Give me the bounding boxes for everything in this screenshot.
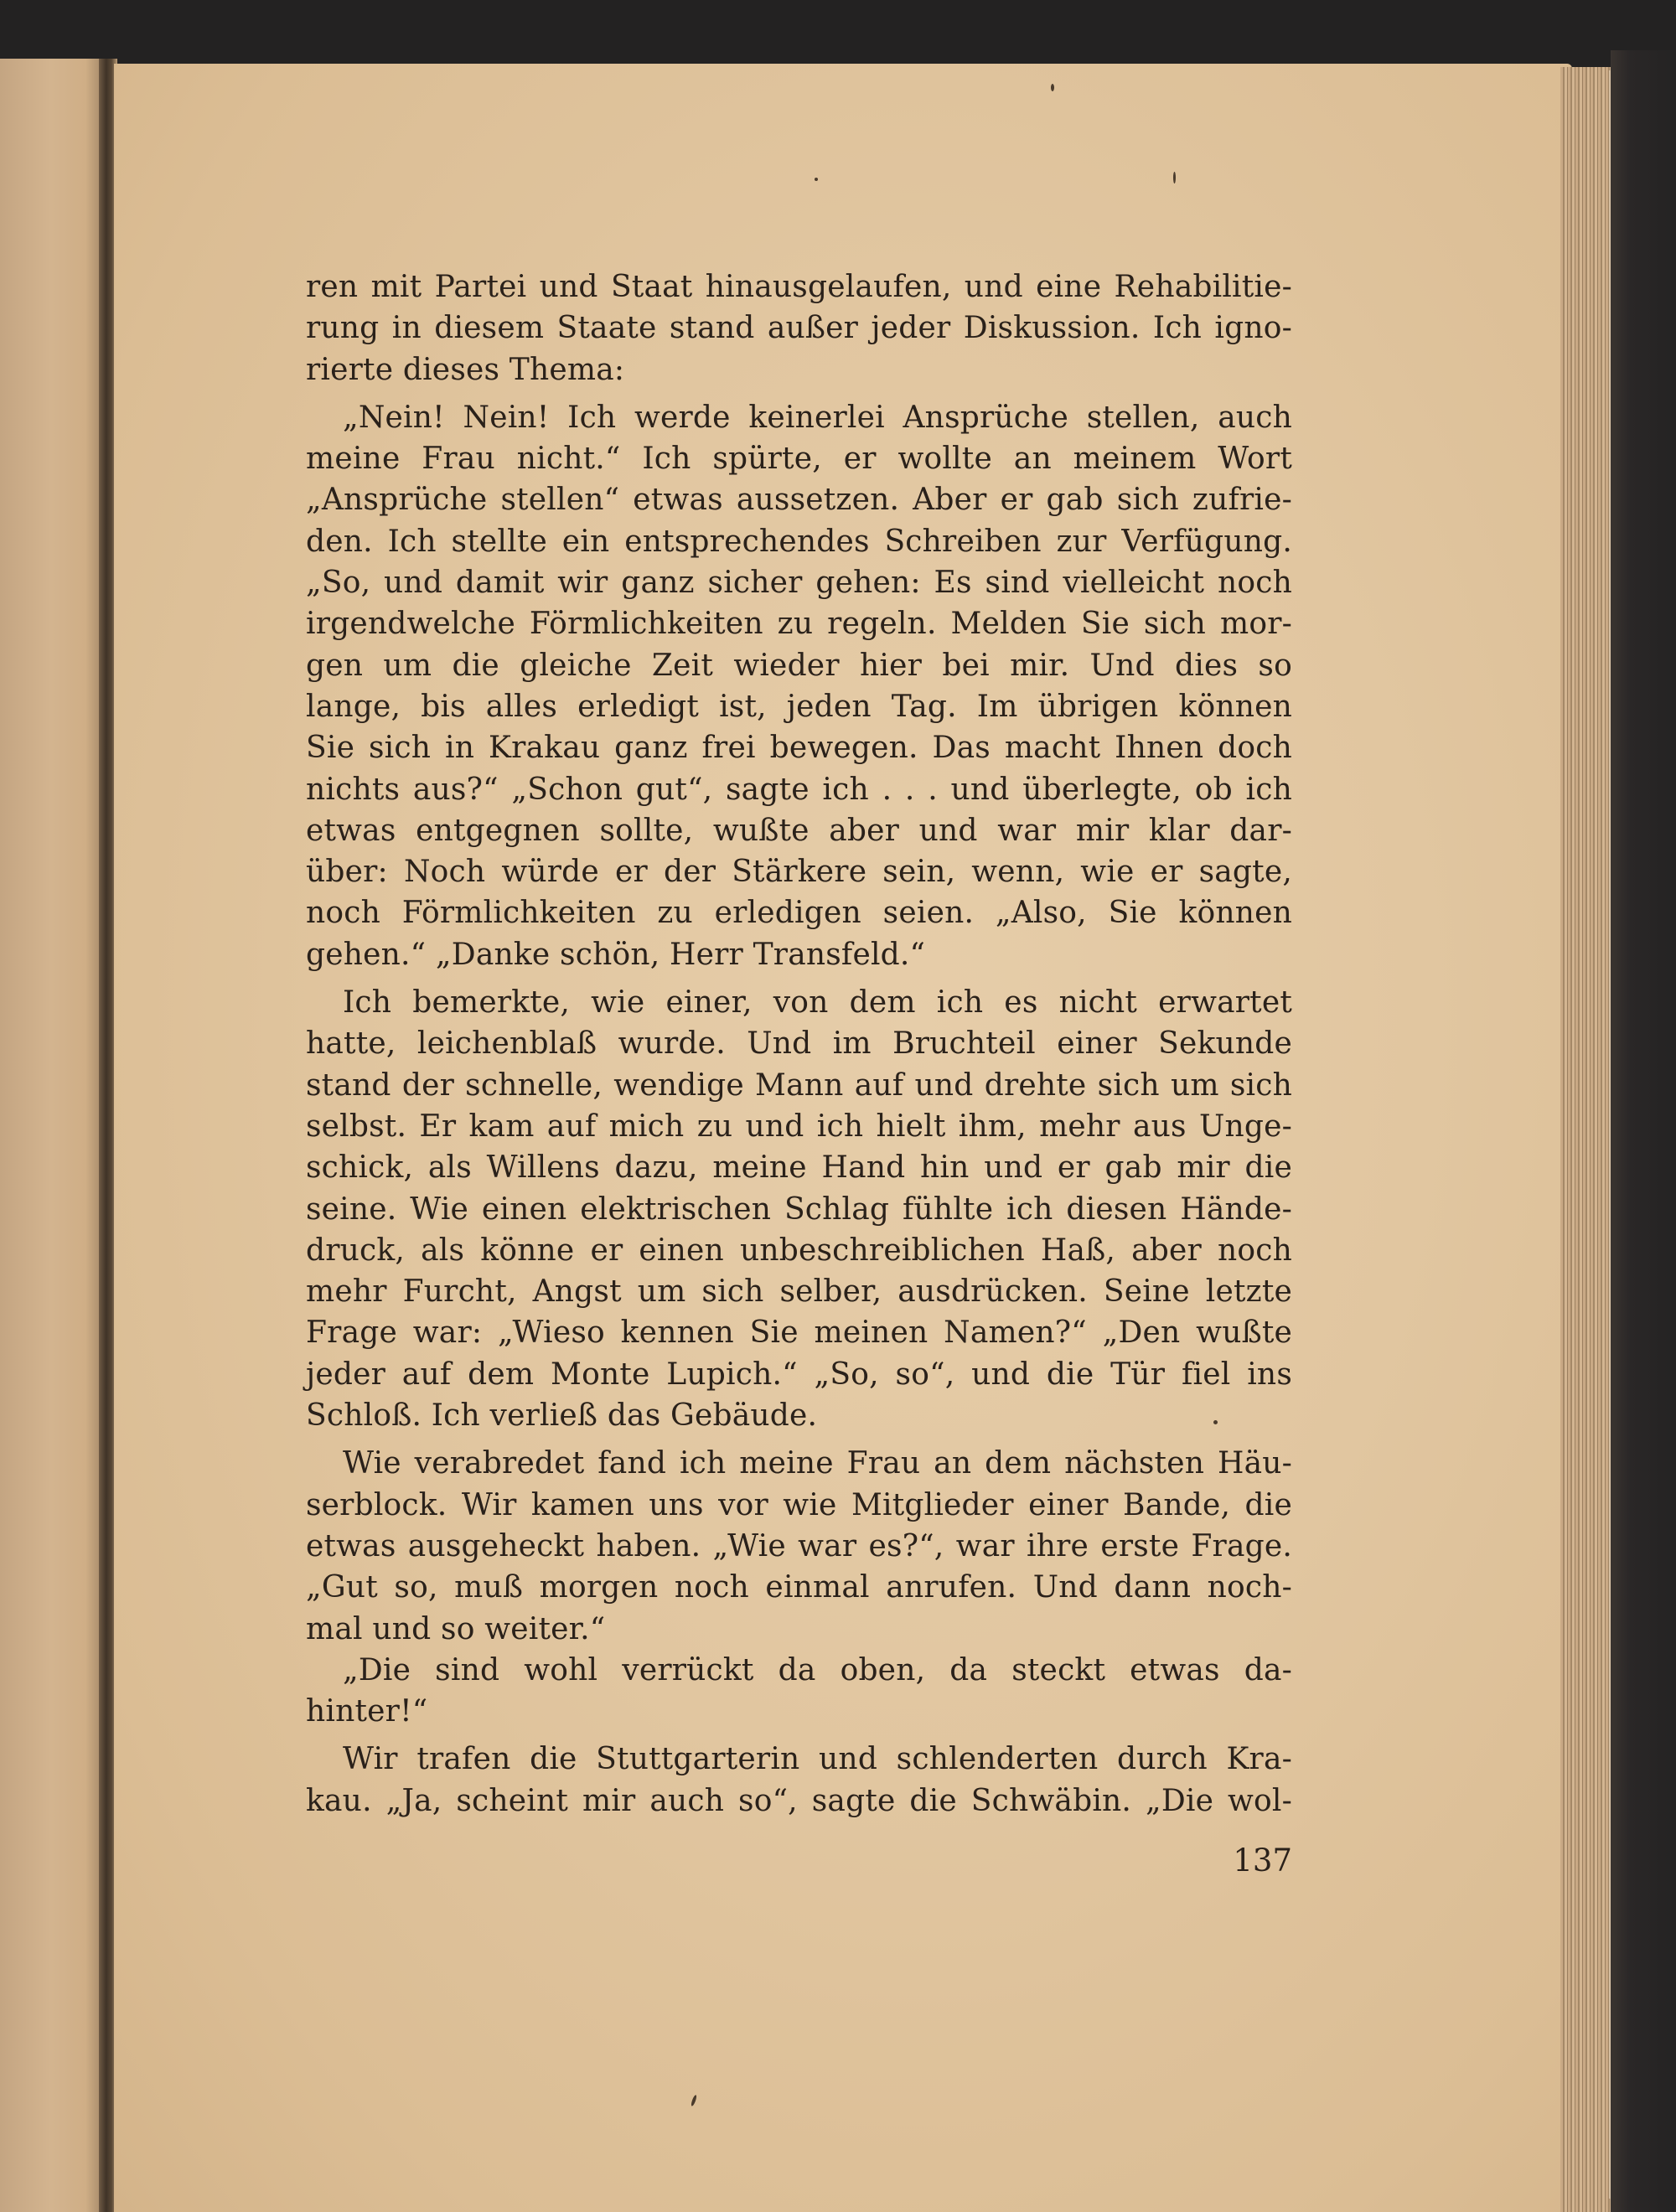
text-line: Wie verabredet fand ich meine Frau an dem nächsten Häu-	[343, 1446, 1292, 1481]
text-line: noch Förmlichkeiten zu erledigen seien. „Also, Sie können	[306, 896, 1292, 931]
text-line: rierte dieses Thema:	[306, 352, 625, 387]
text-line: druck, als könne er einen unbeschreiblichen Haß, aber noch	[306, 1233, 1292, 1268]
text-line: mehr Furcht, Angst um sich selber, ausdrücken. Seine letzte	[306, 1274, 1292, 1310]
text-line: meine Frau nicht.“ Ich spürte, er wollte an meinem Wort	[306, 442, 1292, 477]
text-line: etwas entgegnen sollte, wußte aber und war mir klar dar-	[306, 813, 1292, 848]
text-line: hatte, leichenblaß wurde. Und im Bruchteil einer Sekunde	[306, 1026, 1292, 1062]
text-line: etwas ausgeheckt haben. „Wie war es?“, war ihre erste Frage.	[306, 1528, 1292, 1563]
text-line: mal und so weiter.“	[306, 1611, 606, 1646]
paper-speck	[1051, 84, 1054, 91]
text-line: selbst. Er kam auf mich zu und ich hielt ihm, mehr aus Unge-	[306, 1109, 1292, 1144]
paper-speck	[1173, 172, 1176, 183]
text-line: gehen.“ „Danke schön, Herr Transfeld.“	[306, 937, 926, 972]
text-line: „Gut so, muß morgen noch einmal anrufen. Und dann noch-	[306, 1570, 1292, 1605]
previous-page-edge	[0, 59, 114, 2212]
text-line: jeder auf dem Monte Lupich.“ „So, so“, und die Tür fiel ins	[306, 1357, 1292, 1392]
text-line: „So, und damit wir ganz sicher gehen: Es sind vielleicht noch	[306, 566, 1292, 601]
text-line: lange, bis alles erledigt ist, jeden Tag. Im übrigen können	[306, 689, 1292, 724]
text-line: schick, als Willens dazu, meine Hand hin und er gab mir die	[306, 1150, 1292, 1186]
text-line: den. Ich stellte ein entsprechendes Schreiben zur Verfügung.	[306, 524, 1292, 559]
text-line: irgendwelche Förmlichkeiten zu regeln. Melden Sie sich mor-	[306, 607, 1292, 642]
text-line: ren mit Partei und Staat hinausgelaufen, und eine Rehabilitie-	[306, 270, 1292, 304]
text-line: Frage war: „Wieso kennen Sie meinen Namen?“ „Den wußte	[306, 1315, 1292, 1351]
text-line: serblock. Wir kamen uns vor wie Mitglieder einer Bande, die	[306, 1487, 1292, 1522]
text-line: Sie sich in Krakau ganz frei bewegen. Das macht Ihnen doch	[306, 731, 1292, 766]
text-line: kau. „Ja, scheint mir auch so“, sagte die Schwäbin. „Die wol-	[306, 1783, 1292, 1818]
scanner-background-right	[1611, 50, 1676, 2212]
text-line: Ich bemerkte, wie einer, von dem ich es nicht erwartet	[343, 985, 1292, 1021]
paper-speck	[815, 178, 818, 181]
text-line: Wir trafen die Stuttgarterin und schlenderten durch Kra-	[343, 1742, 1292, 1777]
text-line: über: Noch würde er der Stärkere sein, wenn, wie er sagte,	[306, 855, 1292, 890]
text-line: „Nein! Nein! Ich werde keinerlei Ansprüche stellen, auch	[343, 400, 1292, 435]
text-line: hinter!“	[306, 1694, 428, 1729]
text-line: nichts aus?“ „Schon gut“, sagte ich . . . und überlegte, ob ich	[306, 772, 1292, 807]
text-line: Schloß. Ich verließ das Gebäude.	[306, 1398, 818, 1434]
text-line: gen um die gleiche Zeit wieder hier bei mir. Und dies so	[306, 648, 1292, 683]
page-stack-edges	[1560, 67, 1611, 2212]
text-line: seine. Wie einen elektrischen Schlag fühlte ich diesen Hände-	[306, 1191, 1292, 1227]
text-line: „Ansprüche stellen“ etwas aussetzen. Aber er gab sich zufrie-	[306, 483, 1292, 518]
body-text	[306, 266, 1292, 1822]
text-line: „Die sind wohl verrückt da oben, da steckt etwas da-	[343, 1652, 1292, 1687]
text-line: stand der schnelle, wendige Mann auf und drehte sich um sich	[306, 1067, 1292, 1103]
text-line: rung in diesem Staate stand außer jeder Diskussion. Ich igno-	[306, 311, 1292, 346]
page-number: 137	[1233, 1842, 1292, 1879]
